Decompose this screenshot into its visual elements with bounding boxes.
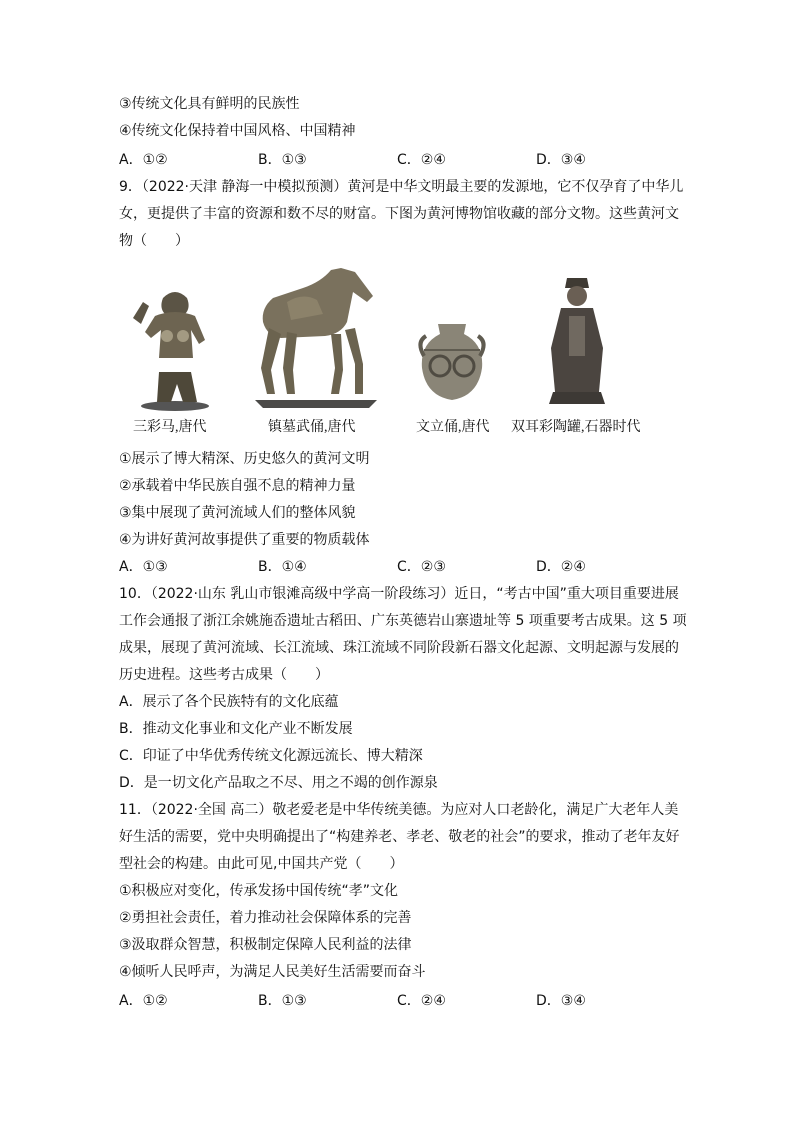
q9-stem-line-2: 女，更提供了丰富的资源和数不尽的财富。下图为黄河博物馆收藏的部分文物。这些黄河文 [119, 206, 679, 222]
q11-statement-2: ②勇担社会责任，着力推动社会保障体系的完善 [119, 910, 412, 926]
caption-warrior: 镇墓武俑,唐代 [268, 420, 356, 435]
q9-statement-1: ①展示了博大精深、历史悠久的黄河文明 [119, 451, 370, 467]
q11-option-c[interactable]: C．②④ [397, 993, 446, 1009]
answer-options [119, 151, 679, 169]
pottery-jar-image [416, 320, 488, 402]
q11-answer-options [119, 992, 679, 1010]
q11-statement-4: ④倾听人民呼声，为满足人民美好生活需要而奋斗 [119, 964, 426, 980]
q9-option-b[interactable]: B．①④ [258, 559, 307, 575]
q11-statement-1: ①积极应对变化，传承发扬中国传统“孝”文化 [119, 883, 399, 899]
q10-stem-line-4: 历史进程。这些考古成果（ ） [119, 667, 329, 683]
artifact-figure [119, 262, 679, 442]
official-figurine-image [543, 276, 611, 408]
q11-option-d[interactable]: D．③④ [536, 993, 586, 1009]
q11-stem-line-1: 11．（2022·全国 高二）敬老爱老是中华传统美德。为应对人口老龄化，满足广大老年人美 [119, 802, 679, 818]
q9-option-d[interactable]: D．②④ [536, 559, 586, 575]
caption-official: 文立俑,唐代 [416, 420, 490, 435]
statement-3: ③传统文化具有鲜明的民族性 [119, 96, 300, 112]
q9-stem-line-1: 9．（2022·天津 静海一中模拟预测）黄河是中华文明最主要的发源地，它不仅孕育了中华儿 [119, 179, 684, 195]
q10-option-b[interactable]: B．推动文化事业和文化产业不断发展 [119, 721, 353, 737]
q11-option-b[interactable]: B．①③ [258, 993, 307, 1009]
statement-4: ④传统文化保持着中国风格、中国精神 [119, 123, 356, 139]
q11-statement-3: ③汲取群众智慧，积极制定保障人民利益的法律 [119, 937, 412, 953]
q11-stem-line-2: 好生活的需要，党中央明确提出了“构建养老、孝老、敬老的社会”的要求，推动了老年友好 [119, 829, 680, 845]
q10-stem-line-2: 工作会通报了浙江余姚施岙遗址古稻田、广东英德岩山寨遗址等 5 项重要考古成果。这 5 项 [119, 613, 687, 629]
q11-option-a[interactable]: A．①② [119, 993, 168, 1009]
q10-option-d[interactable]: D．是一切文化产品取之不尽、用之不竭的创作源泉 [119, 775, 438, 791]
caption-pottery-jar: 双耳彩陶罐,石器时代 [511, 420, 641, 435]
q9-option-a[interactable]: A．①③ [119, 559, 168, 575]
q9-answer-options [119, 558, 679, 576]
q10-option-c[interactable]: C．印证了中华优秀传统文化源远流长、博大精深 [119, 748, 423, 764]
q9-statement-3: ③集中展现了黄河流域人们的整体风貌 [119, 505, 356, 521]
caption-horse: 三彩马,唐代 [133, 420, 207, 435]
horse-figurine-image [247, 262, 385, 412]
option-d[interactable]: D．③④ [536, 152, 586, 168]
q10-stem-line-1: 10．（2022·山东 乳山市银滩高级中学高一阶段练习）近日，“考古中国”重大项目重要进展 [119, 586, 679, 602]
warrior-figurine-image [125, 284, 223, 412]
q9-statement-2: ②承载着中华民族自强不息的精神力量 [119, 478, 356, 494]
q9-option-c[interactable]: C．②③ [397, 559, 446, 575]
option-b[interactable]: B．①③ [258, 152, 307, 168]
option-c[interactable]: C．②④ [397, 152, 446, 168]
q9-statement-4: ④为讲好黄河故事提供了重要的物质载体 [119, 532, 370, 548]
q10-option-a[interactable]: A．展示了各个民族特有的文化底蕴 [119, 694, 339, 710]
q10-stem-line-3: 成果，展现了黄河流域、长江流域、珠江流域不同阶段新石器文化起源、文明起源与发展的 [119, 640, 679, 656]
q9-stem-line-3: 物（ ） [119, 233, 189, 249]
q11-stem-line-3: 型社会的构建。由此可见,中国共产党（ ） [119, 856, 404, 872]
option-a[interactable]: A．①② [119, 152, 168, 168]
